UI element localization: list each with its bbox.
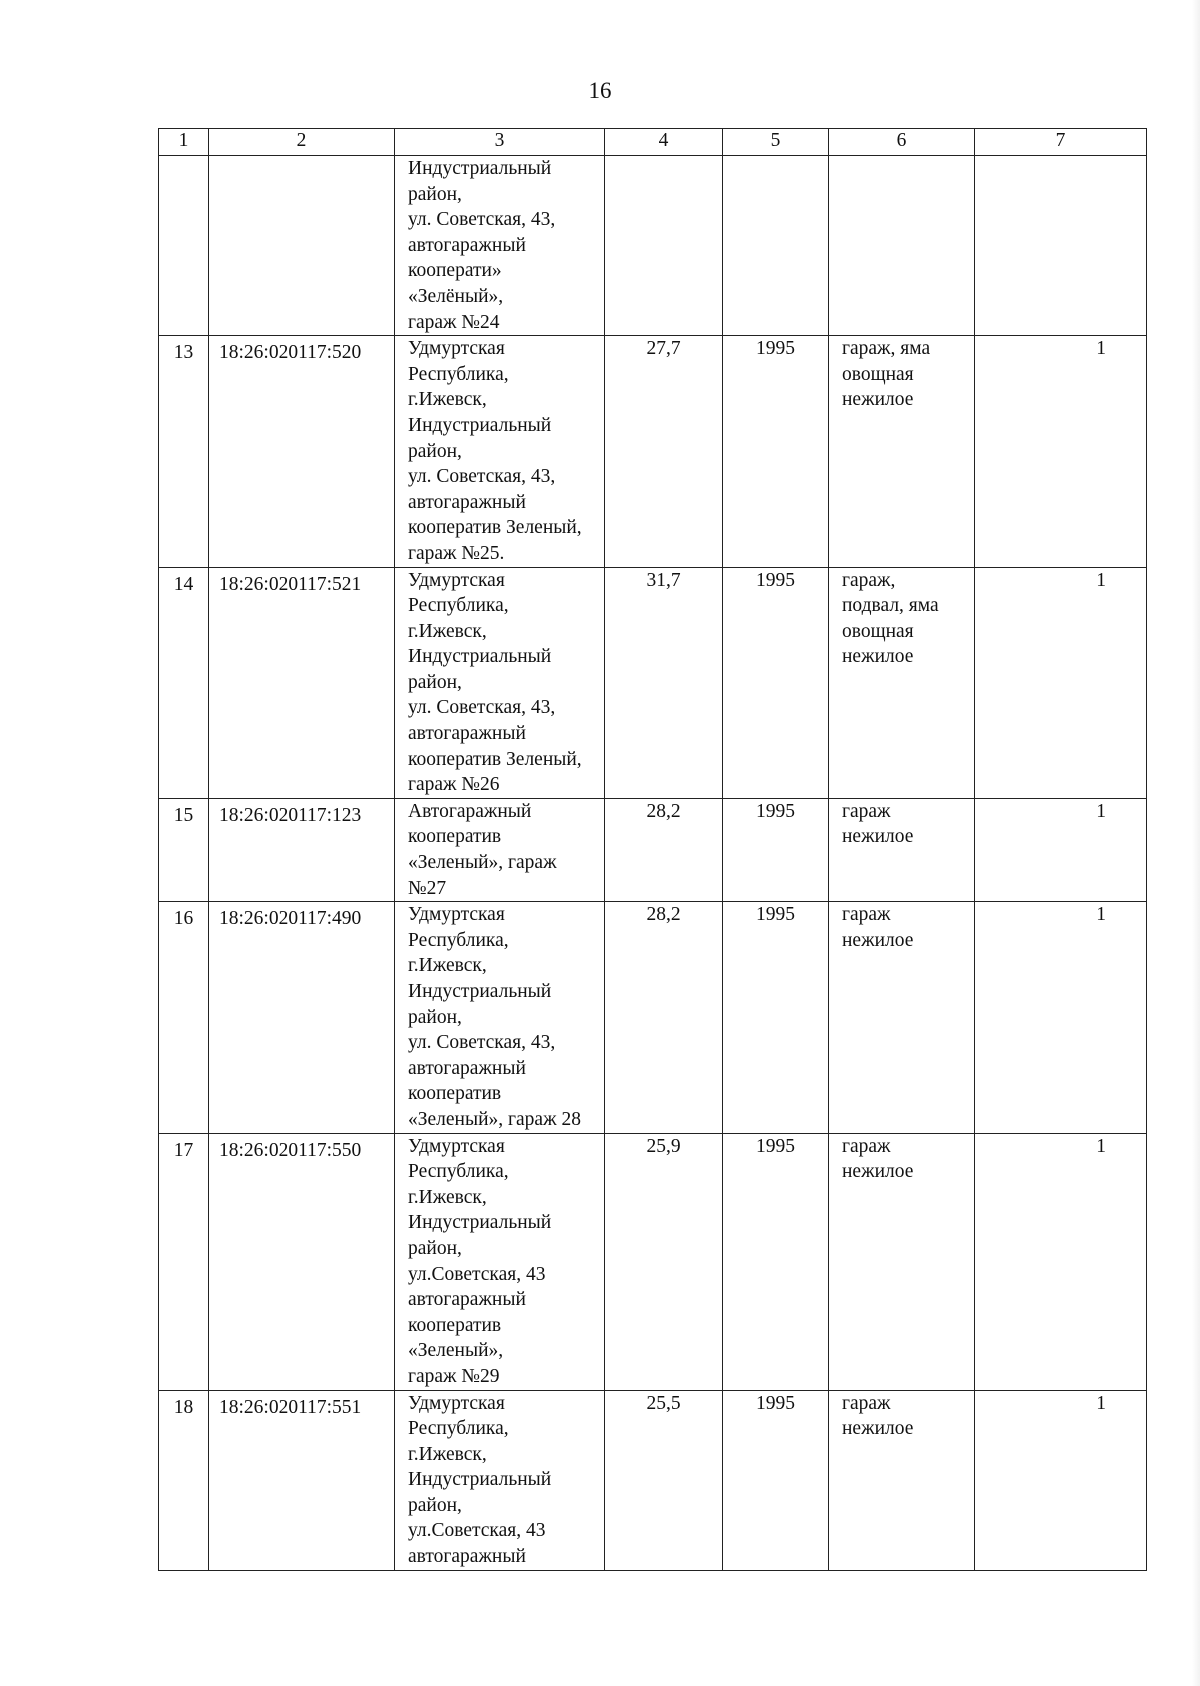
row-number-cell: 17	[159, 1133, 209, 1390]
cadastral-number-cell	[209, 156, 395, 336]
address-line: кооператив Зеленый,	[408, 748, 582, 770]
count-cell: 1	[975, 798, 1147, 901]
address-line: г.Ижевск,	[408, 620, 487, 642]
address-line: Удмуртская	[408, 1392, 505, 1414]
address-line: район,	[408, 183, 462, 205]
address-line: гараж №26	[408, 774, 500, 796]
address-line: автогаражный	[408, 1289, 526, 1311]
table-row	[159, 567, 1147, 798]
address-line: Индустриальный	[408, 646, 552, 668]
purpose-line: гараж,	[842, 569, 896, 591]
area-cell: 25,5	[605, 1390, 723, 1570]
address-line: автогаражный	[408, 491, 526, 513]
address-line: ул.Советская, 43	[408, 1263, 546, 1285]
address-line: ул. Советская, 43,	[408, 1032, 556, 1054]
row-number-cell: 14	[159, 567, 209, 798]
address-line: ул.Советская, 43	[408, 1520, 546, 1542]
address-line: район,	[408, 1006, 462, 1028]
area-cell: 25,9	[605, 1133, 723, 1390]
address-cell	[395, 798, 605, 901]
header-col-3: 3	[395, 129, 605, 156]
address-cell	[395, 567, 605, 798]
address-line: ул. Советская, 43,	[408, 209, 556, 231]
count-cell: 1	[975, 567, 1147, 798]
address-line: Республика,	[408, 929, 509, 951]
row-number-cell	[159, 156, 209, 336]
cadastral-number-cell: 18:26:020117:551	[209, 1390, 395, 1570]
address-line: гараж №24	[408, 311, 500, 333]
count-cell	[975, 156, 1147, 336]
purpose-line: овощная	[842, 363, 914, 385]
purpose-cell	[829, 567, 975, 798]
address-line: гараж №29	[408, 1365, 500, 1387]
table-header-row	[159, 129, 1147, 156]
table-row	[159, 1133, 1147, 1390]
table-row	[159, 156, 1147, 336]
area-cell: 28,2	[605, 798, 723, 901]
year-cell: 1995	[723, 798, 829, 901]
year-cell: 1995	[723, 336, 829, 567]
area-cell: 31,7	[605, 567, 723, 798]
header-col-2: 2	[209, 129, 395, 156]
address-line: район,	[408, 1494, 462, 1516]
address-line: Республика,	[408, 595, 509, 617]
table-row	[159, 1390, 1147, 1570]
count-cell: 1	[975, 1390, 1147, 1570]
address-line: Республика,	[408, 1161, 509, 1183]
address-line: кооператив	[408, 1314, 502, 1336]
address-line: г.Ижевск,	[408, 955, 487, 977]
year-cell: 1995	[723, 1390, 829, 1570]
address-cell	[395, 1133, 605, 1390]
count-cell: 1	[975, 336, 1147, 567]
purpose-line: нежилое	[842, 826, 914, 848]
address-line: Индустриальный	[408, 1469, 552, 1491]
address-line: Республика,	[408, 1418, 509, 1440]
address-line: «Зелёный»,	[408, 285, 504, 307]
table-row	[159, 798, 1147, 901]
purpose-line: гараж	[842, 1392, 891, 1414]
header-col-1: 1	[159, 129, 209, 156]
purpose-line: гараж	[842, 1135, 891, 1157]
count-cell: 1	[975, 902, 1147, 1133]
year-cell	[723, 156, 829, 336]
purpose-line: гараж, яма	[842, 338, 931, 360]
row-number-cell: 15	[159, 798, 209, 901]
address-line: Республика,	[408, 363, 509, 385]
header-col-6: 6	[829, 129, 975, 156]
cadastral-number-cell: 18:26:020117:520	[209, 336, 395, 567]
page-number: 16	[588, 78, 612, 103]
address-line: Удмуртская	[408, 338, 505, 360]
table-row	[159, 336, 1147, 567]
cadastral-number-cell: 18:26:020117:490	[209, 902, 395, 1133]
address-line: ул. Советская, 43,	[408, 697, 556, 719]
address-line: автогаражный	[408, 1546, 526, 1568]
address-line: Удмуртская	[408, 1135, 505, 1157]
year-cell: 1995	[723, 902, 829, 1133]
address-line: Удмуртская	[408, 569, 505, 591]
purpose-cell	[829, 1133, 975, 1390]
area-cell: 28,2	[605, 902, 723, 1133]
address-line: «Зеленый»,	[408, 1340, 504, 1362]
table-body	[159, 156, 1147, 1571]
cadastral-number-cell: 18:26:020117:521	[209, 567, 395, 798]
address-line: ул. Советская, 43,	[408, 466, 556, 488]
address-line: автогаражный	[408, 1057, 526, 1079]
header-col-5: 5	[723, 129, 829, 156]
purpose-line: нежилое	[842, 1161, 914, 1183]
address-line: район,	[408, 1237, 462, 1259]
address-line: кооператив	[408, 1083, 502, 1105]
address-line: «Зеленый», гараж 28	[408, 1108, 581, 1130]
year-cell: 1995	[723, 567, 829, 798]
purpose-line: подвал, яма	[842, 595, 939, 617]
address-line: Индустриальный	[408, 1212, 552, 1234]
address-line: район,	[408, 440, 462, 462]
header-col-4: 4	[605, 129, 723, 156]
area-cell: 27,7	[605, 336, 723, 567]
address-line: автогаражный	[408, 234, 526, 256]
address-line: г.Ижевск,	[408, 389, 487, 411]
address-line: Индустриальный	[408, 414, 552, 436]
purpose-line: нежилое	[842, 929, 914, 951]
purpose-cell	[829, 156, 975, 336]
header-col-7: 7	[975, 129, 1147, 156]
cadastral-number-cell: 18:26:020117:550	[209, 1133, 395, 1390]
purpose-line: гараж	[842, 800, 891, 822]
table-row	[159, 902, 1147, 1133]
year-cell: 1995	[723, 1133, 829, 1390]
property-table	[158, 128, 1147, 1571]
purpose-line: нежилое	[842, 389, 914, 411]
purpose-cell	[829, 798, 975, 901]
address-line: Индустриальный	[408, 158, 552, 179]
purpose-line: нежилое	[842, 646, 914, 668]
purpose-line: гараж	[842, 904, 891, 926]
address-line: район,	[408, 671, 462, 693]
row-number-cell: 13	[159, 336, 209, 567]
cadastral-number-cell: 18:26:020117:123	[209, 798, 395, 901]
address-line: Автогаражный	[408, 800, 532, 822]
scan-edge	[1192, 0, 1200, 1686]
area-cell	[605, 156, 723, 336]
address-cell	[395, 156, 605, 336]
purpose-line: нежилое	[842, 1418, 914, 1440]
address-cell	[395, 1390, 605, 1570]
address-line: гараж №25.	[408, 542, 505, 564]
address-cell	[395, 902, 605, 1133]
address-line: №27	[408, 877, 447, 899]
purpose-cell	[829, 336, 975, 567]
address-cell	[395, 336, 605, 567]
address-line: кооператив	[408, 826, 502, 848]
address-line: кооперати»	[408, 260, 502, 282]
address-line: «Зеленый», гараж	[408, 852, 557, 874]
address-line: кооператив Зеленый,	[408, 517, 582, 539]
row-number-cell: 18	[159, 1390, 209, 1570]
address-line: Индустриальный	[408, 981, 552, 1002]
address-line: г.Ижевск,	[408, 1443, 487, 1465]
address-line: Удмуртская	[408, 904, 505, 926]
row-number-cell: 16	[159, 902, 209, 1133]
count-cell: 1	[975, 1133, 1147, 1390]
purpose-cell	[829, 1390, 975, 1570]
purpose-line: овощная	[842, 620, 914, 642]
address-line: автогаражный	[408, 723, 526, 745]
purpose-cell	[829, 902, 975, 1133]
address-line: г.Ижевск,	[408, 1186, 487, 1208]
